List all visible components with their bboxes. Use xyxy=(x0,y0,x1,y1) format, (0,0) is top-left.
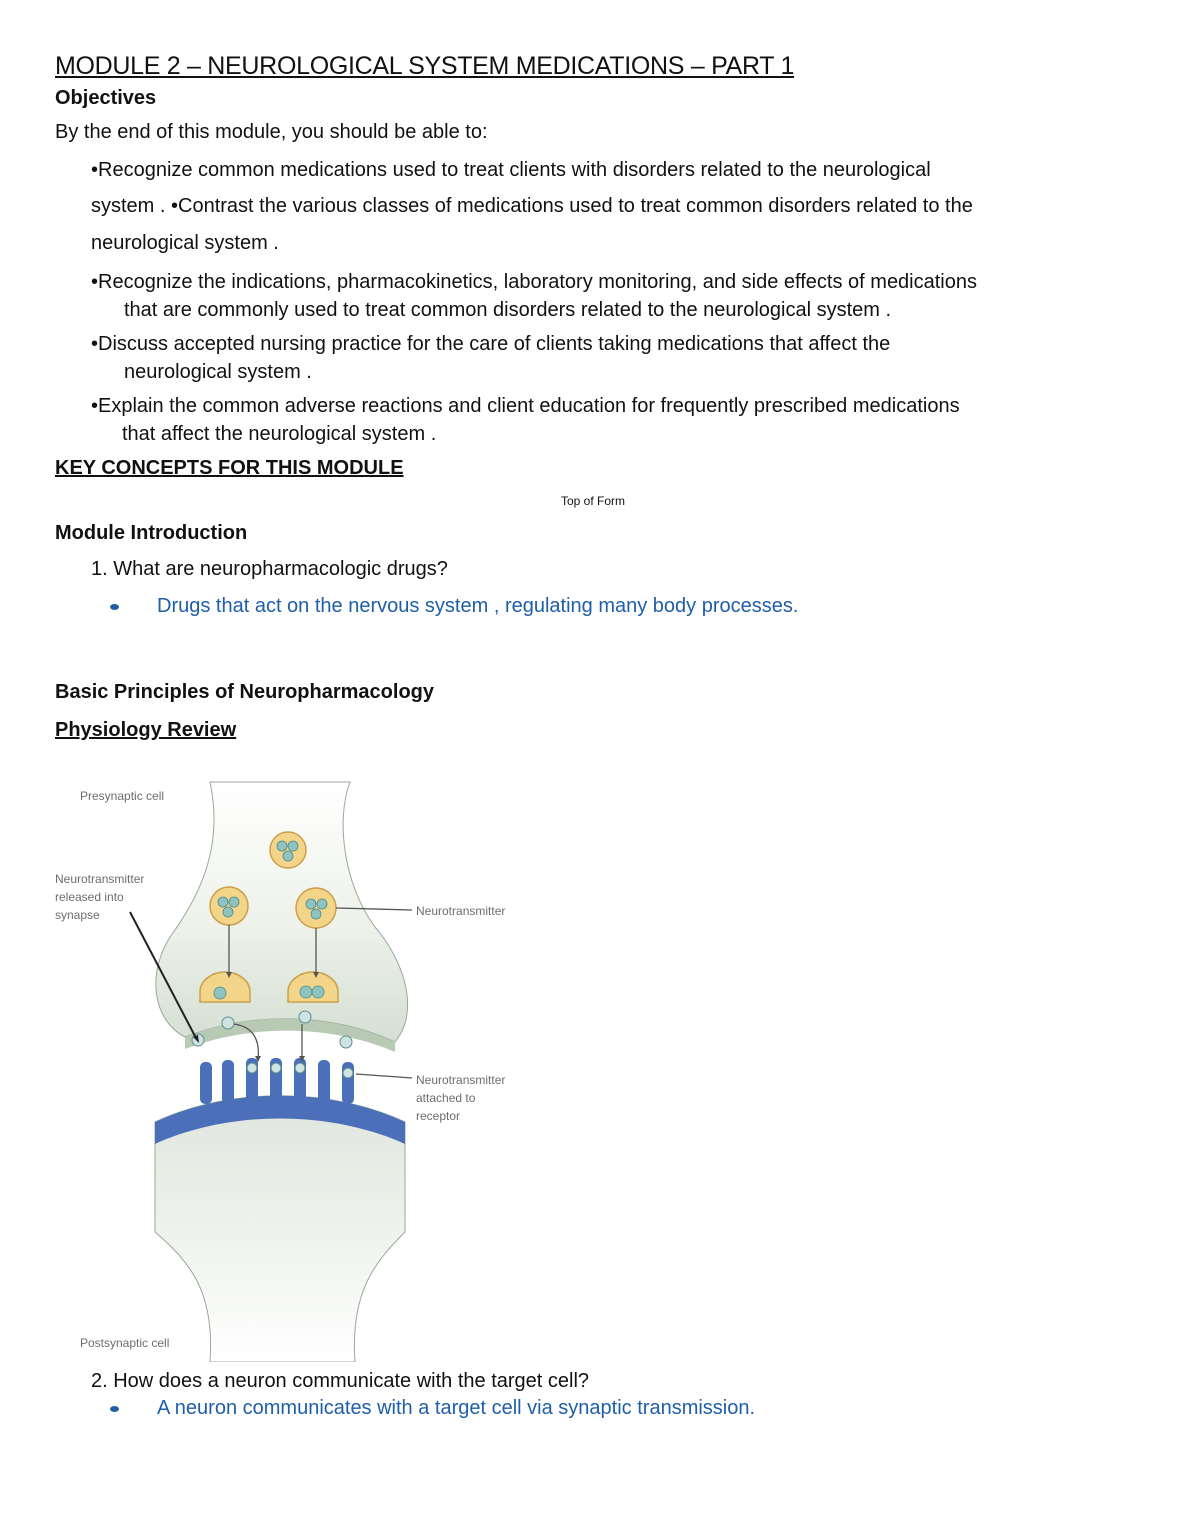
objective-1-line-1: •Recognize common medications used to treat clients with disorders related to the neurological xyxy=(91,159,931,181)
objective-1-line-3: neurological system . xyxy=(91,232,279,254)
answer-2-bullet xyxy=(110,1406,119,1412)
module-intro-heading: Module Introduction xyxy=(55,522,248,544)
objective-4-line-2: that affect the neurological system . xyxy=(122,423,437,445)
presynaptic-label: Presynaptic cell xyxy=(80,789,165,803)
objective-2-line-2: that are commonly used to treat common disorders related to the neurological system . xyxy=(124,299,892,321)
answer-2: A neuron communicates with a target cell via synaptic transmission. xyxy=(157,1397,756,1419)
objective-3 xyxy=(91,330,890,386)
released-label-line-3: synapse xyxy=(55,908,100,922)
basic-principles-heading: Basic Principles of Neuropharmacology xyxy=(55,681,434,703)
presynaptic-cell xyxy=(156,782,408,1042)
objective-4 xyxy=(91,392,960,448)
objectives-heading: Objectives xyxy=(55,87,157,109)
synapse-diagram xyxy=(50,762,550,1362)
top-of-form-marker: Top of Form xyxy=(561,494,626,508)
question-1: 1. What are neuropharmacologic drugs? xyxy=(91,558,448,580)
key-concepts-heading: KEY CONCEPTS FOR THIS MODULE xyxy=(55,457,404,479)
attached-label-line-3: receptor xyxy=(416,1109,461,1123)
objective-4-line-1: •Explain the common adverse reactions and client education for frequently prescribed medications xyxy=(91,395,960,417)
page-title: MODULE 2 – NEUROLOGICAL SYSTEM MEDICATIONS – PART 1 xyxy=(55,52,795,80)
attached-label-line-2: attached to xyxy=(416,1091,476,1105)
physiology-review-heading: Physiology Review xyxy=(55,719,237,741)
answer-1-bullet xyxy=(110,604,119,610)
released-label-line-1: Neurotransmitter xyxy=(55,872,145,886)
released-label-line-2: released into xyxy=(55,890,124,904)
objective-2 xyxy=(91,268,977,324)
objective-3-line-2: neurological system . xyxy=(124,361,312,383)
postsynaptic-cell xyxy=(155,1096,405,1362)
objectives-intro: By the end of this module, you should be able to: xyxy=(55,121,488,143)
objective-3-line-1: •Discuss accepted nursing practice for the care of clients taking medications that affect the xyxy=(91,333,891,355)
postsynaptic-label: Postsynaptic cell xyxy=(80,1336,170,1350)
objective-2-line-1: •Recognize the indications, pharmacokinetics, laboratory monitoring, and side effects of medications xyxy=(91,271,977,293)
answer-1: Drugs that act on the nervous system , regulating many body processes. xyxy=(157,595,799,617)
question-2: 2. How does a neuron communicate with the target cell? xyxy=(91,1370,590,1392)
neurotransmitter-label: Neurotransmitter xyxy=(416,904,506,918)
objective-1-line-2: system . •Contrast the various classes of medications used to treat common disorders related to the xyxy=(91,195,973,217)
attached-label-line-1: Neurotransmitter xyxy=(416,1073,506,1087)
